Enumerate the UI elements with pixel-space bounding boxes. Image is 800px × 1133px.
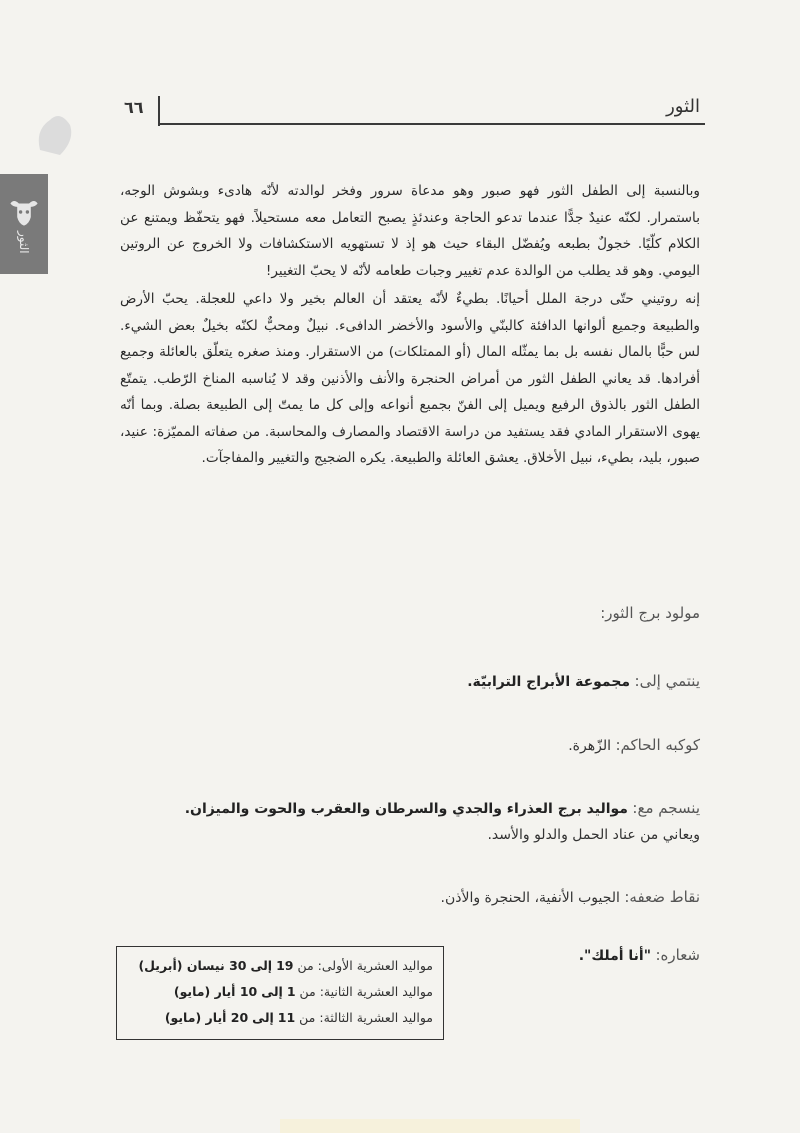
paragraph: إنه روتيني حتّى درجة الملل أحيانًا. بطيءٌ لأنّه يعتقد أن العالم بخير ولا داعي للعجلة. يحبّ الأرض والطبيعة وجميع ألوانها الدافئة كالبنّي والأسود والأخضر الدافىء. نبيلٌ ومحبٌّ لكنّه بخيلٌ بعض الشيء. لس حبًّا بالمال نفسه بل بما يمثّله المال (أو الممتلكات) من الاستقرار. ومنذ صغره يتعلّق بالعائلة وجميع أفرادها. قد يعاني الطفل الثور من أمراض الحنجرة والأنف والأذنين وقد لا يُناسبه المناخ الرّطب. يتمتّع الطفل الثور بالذوق الرفيع ويميل إلى الفنّ بجميع أنواعه وإلى كل ما يمتّ إلى الطبيعة بصلة. وبما أنّه يهوى الاستقرار المادي فقد يستفيد من دراسة الاقتصاد والمصارف والمحاسبة. من صفاته المميّزة: عنيد، صبور، بليد، بطيء، نبيل الأخلاق. يعشق العائلة والطبيعة. يكره الضجيج والتغيير والمفاجآت. [120, 291, 700, 466]
birth-dates-box [116, 946, 444, 1040]
planet-line [140, 732, 700, 759]
belongs-line [140, 668, 700, 695]
motto-label: شعاره: [655, 946, 700, 964]
dates-row-from: 1 [286, 984, 296, 999]
dates-row [127, 979, 433, 1005]
dates-row-from: 19 [276, 958, 294, 973]
paragraph: وبالنسبة إلى الطفل الثور فهو صبور وهو مدعاة سرور وفخر لوالدته لأنّه هادىء وبشوش الوجه، باستمرار. لكنّه عنيدٌ جدًّا عندما تدعو الحاجة وعندئذٍ يصبح التعامل معه مستحيلاً. فهو يتحفّظ ويمتنع عن الكلام كلّيًا. خجولٌ بطبعه ويُفضّل البقاء حيث هو إذ لا تستهويه الاستكشافات ولا الخروج عن الروتين اليومي. وهو قد يطلب من الوالدة عدم تغيير وجبات طعامه لأنّه لا يحبّ التغيير! [120, 183, 700, 279]
dates-row-to: 20 أيار (مايو) [164, 1010, 249, 1025]
chapter-thumb-tab [0, 174, 48, 274]
compat-value: مواليد برج العذراء والجدي والسرطان والعقرب والحوت والميزان. [184, 801, 628, 817]
header-rule [160, 123, 705, 125]
dates-row-to: 30 نيسان (أبريل) [138, 958, 247, 973]
thumb-tab-label: الثور [17, 230, 31, 254]
weak-value: الجيوب الأنفية، الحنجرة والأذن. [440, 890, 620, 906]
planet-label: كوكبه الحاكم: [615, 736, 700, 754]
section-title [140, 600, 700, 627]
dates-row-to-word: إلى [250, 958, 273, 973]
dates-row-from-word: من [299, 1010, 316, 1025]
scan-edge-strip [280, 1119, 580, 1133]
dates-row [127, 1005, 433, 1031]
dates-row-from-word: من [297, 958, 314, 973]
dates-row-from: 11 [277, 1010, 296, 1025]
weak-label: نقاط ضعفه: [624, 888, 700, 906]
dates-row-from-word: من [299, 984, 316, 999]
motto-value: "أنا أملك". [578, 948, 652, 964]
dates-row-to: 10 أيار (مايو) [173, 984, 258, 999]
motto-line [470, 942, 700, 969]
dates-row [127, 953, 433, 979]
dates-row-label: مواليد العشرية الأولى: [317, 958, 433, 973]
dates-row-to-word: إلى [261, 984, 283, 999]
header-divider-tick [158, 96, 160, 126]
running-head: الثور [666, 96, 700, 117]
body-text [120, 178, 700, 474]
bull-head-icon [7, 195, 41, 229]
section-title-text: مولود برج الثور: [600, 604, 700, 622]
belongs-label: ينتمي إلى: [634, 672, 700, 690]
page-number: ٦٦ [124, 98, 144, 117]
dates-row-label: مواليد العشرية الثالثة: [319, 1010, 433, 1025]
compat-label: ينسجم مع: [632, 799, 700, 817]
margin-smudge-icon [30, 100, 80, 164]
belongs-value: مجموعة الأبراج الترابيّة. [467, 674, 631, 690]
dates-row-to-word: إلى [252, 1010, 274, 1025]
compat-block [140, 795, 700, 848]
planet-value: الزّهرة. [568, 738, 611, 754]
dates-row-label: مواليد العشرية الثانية: [319, 984, 433, 999]
suffers-line: ويعاني من عناد الحمل والدلو والأسد. [487, 827, 700, 843]
weak-line [140, 884, 700, 911]
